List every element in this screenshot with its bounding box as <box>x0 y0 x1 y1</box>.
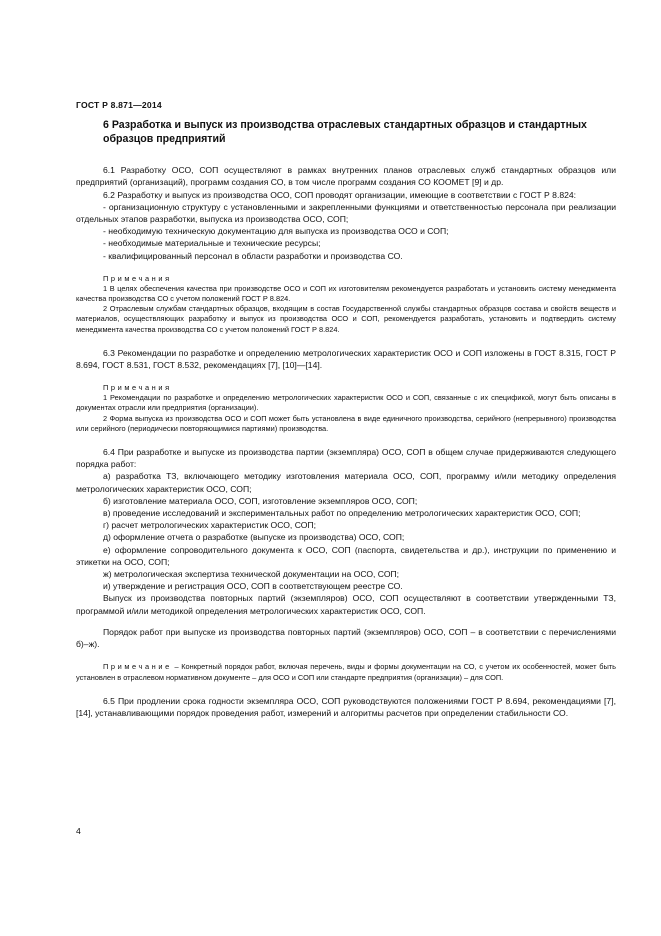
paragraph: Выпуск из производства повторных партий (экземпляров) ОСО, СОП осуществляют в соответствии утвержденными ТЗ, программой и/или методикой определения метрологических характеристик ОСО, СОП. <box>76 593 616 616</box>
note-heading: Примечание <box>103 662 172 672</box>
note-item: 1 В целях обеспечения качества при производстве ОСО и СОП их изготовителям рекомендуется разработать и установить систему менеджмента качества производства СО с учетом положений ГОСТ Р 8.824. <box>76 283 616 304</box>
list-item: б) изготовление материала ОСО, СОП, изготовление экземпляров ОСО, СОП; <box>103 495 418 506</box>
list-item: - необходимые материальные и технические ресурсы; <box>103 238 321 249</box>
document-page <box>76 100 616 719</box>
list-item: г) расчет метрологических характеристик ОСО, СОП; <box>103 520 316 531</box>
list-item: а) разработка ТЗ, включающего методику изготовления материала ОСО, СОП, программу и/или методику определения метрологических характеристик ОСО, СОП; <box>76 471 616 494</box>
paragraph-6-5: 6.5 При продлении срока годности экземпляра ОСО, СОП руководствуются положениями ГОСТ Р 8.694, рекомендациями [7], [14], устанавливающими порядок проведения работ, измерений и алгоритмы расчетов при определении стабильности СО. <box>76 695 616 718</box>
list-item: - организационную структуру с установленными и закрепленными функциями и ответственностью персонала при реализации отдельных этапов разработки, выпуска из производства ОСО, СОП; <box>76 201 616 224</box>
paragraph-6-3: 6.3 Рекомендации по разработке и определению метрологических характеристик ОСО и СОП изложены в ГОСТ 8.315, ГОСТ Р 8.694, ГОСТ 8.531, ГОСТ 8.532, рекомендациях [7], [10]—[14]. <box>76 347 616 371</box>
document-header: ГОСТ Р 8.871—2014 <box>76 100 162 110</box>
list-item: и) утверждение и регистрация ОСО, СОП в соответствующем реестре СО. <box>103 581 403 592</box>
note-item: 1 Рекомендации по разработке и определению метрологических характеристик ОСО и СОП, связанные с их спецификой, могут быть описаны в документах отрасли или предприятия (организации). <box>76 393 616 413</box>
page-number: 4 <box>76 826 81 836</box>
list-item: ж) метрологическая экспертиза технической документации на ОСО, СОП; <box>103 569 400 580</box>
paragraph-6-2: 6.2 Разработку и выпуск из производства ОСО, СОП проводят организации, имеющие в соответствии с ГОСТ Р 8.824: <box>103 189 577 200</box>
notes-heading: Примечания <box>103 273 172 283</box>
list-item: е) оформление сопроводительного документа к ОСО, СОП (паспорта, свидетельства и др.), инструкции по применению и этикетки на ОСО, СОП; <box>76 544 616 567</box>
list-item: д) оформление отчета о разработке (выпуске из производства) ОСО, СОП; <box>103 532 405 543</box>
paragraph: Порядок работ при выпуске из производства повторных партий (экземпляров) ОСО, СОП – в соответствии с перечислениями б)–ж). <box>76 626 616 650</box>
note-text: – Конкретный порядок работ, включая перечень, виды и формы документации на СО, с учетом их особенностей, может быть установлен в отраслевом нормативном документе – для ОСО и СОП или стандарте предприятия (организации) – для СОП. <box>76 662 616 682</box>
note-item: 2 Отраслевым службам стандартных образцов, входящим в состав Государственной службы стандартных образцов состава и свойств веществ и материалов, осуществляющих разработку и выпуск из производства ОСО и СОП, рекомендуется разработать, установить и подтвердить систему менеджмента качества производства СО с учетом положений ГОСТ Р 8.824. <box>76 304 616 334</box>
list-item: - квалифицированный персонал в области разработки и производства СО. <box>103 250 403 261</box>
list-item: - необходимую техническую документацию для выпуска из производства ОСО и СОП; <box>103 226 449 237</box>
paragraph-6-4: 6.4 При разработке и выпуске из производства партии (экземпляра) ОСО, СОП в общем случае придерживаются следующего порядка работ: <box>76 447 616 470</box>
list-item: в) проведение исследований и экспериментальных работ по определению метрологических характеристик ОСО, СОП; <box>103 508 581 519</box>
note-item: 2 Форма выпуска из производства ОСО и СОП может быть установлена в виде единичного производства, серийного (непрерывного) производства или серийного (периодически повторяющимися партиями) производства. <box>76 413 616 433</box>
notes-heading: Примечания <box>103 383 172 393</box>
note-single <box>76 662 616 682</box>
section-title: 6 Разработка и выпуск из производства отраслевых стандартных образцов и стандартных образцов предприятий <box>103 119 587 145</box>
paragraph-6-1: 6.1 Разработку ОСО, СОП осуществляют в рамках внутренних планов отраслевых служб стандартных образцов или предприятий (организаций), программ создания СО, в том числе программ создания СО КООМЕТ [9] и др. <box>76 165 616 188</box>
